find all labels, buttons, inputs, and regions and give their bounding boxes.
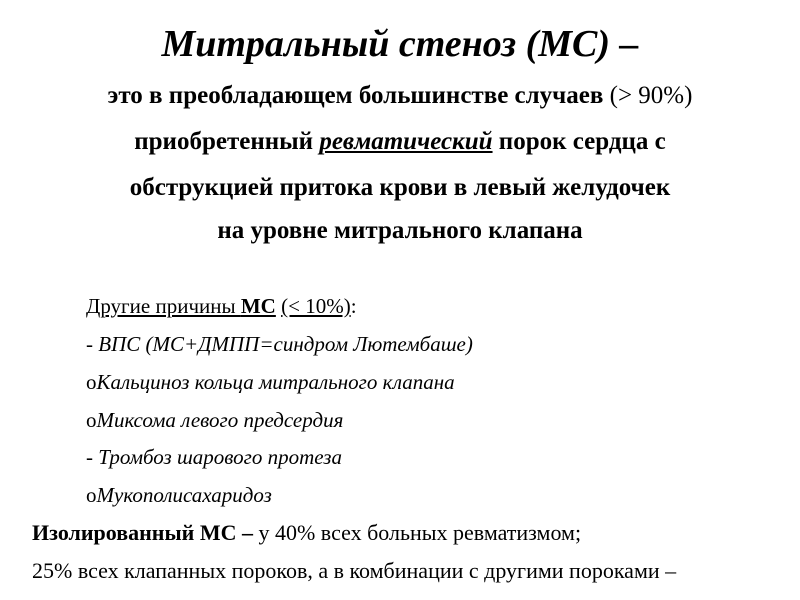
other-causes-header: Другие причины МС (< 10%): <box>86 294 357 318</box>
definition-line-1-text: это в преобладающем большинстве случаев <box>107 82 610 109</box>
isolated-ms-label: Изолированный МС – <box>32 520 253 545</box>
dash-bullet: - <box>86 332 99 356</box>
rheumatic-emphasis: ревматический <box>319 128 493 155</box>
other-causes-percent: (< 10%) <box>281 294 351 318</box>
definition-line-1 <box>0 80 800 112</box>
list-item <box>86 330 473 358</box>
other-causes-ms: МС <box>240 294 276 318</box>
list-item-text: Миксома левого предсердия <box>96 408 344 432</box>
list-item-text: ВПС (МС+ДМПП=синдром Лютембаше) <box>98 332 473 356</box>
list-item-text: Кальциноз кольца митрального клапана <box>96 370 455 394</box>
isolated-ms-line <box>32 519 581 547</box>
definition-line-3: обструкцией притока крови в левый желудочек <box>129 174 671 201</box>
isolated-ms-text: у 40% всех больных ревматизмом; <box>252 520 582 545</box>
list-item-text: Тромбоз шарового протеза <box>98 445 342 469</box>
definition-percent: (> 90%) <box>609 82 693 109</box>
definition-line-2 <box>0 126 800 158</box>
other-causes-label: Другие причины <box>86 294 241 318</box>
circle-bullet: o <box>86 483 97 507</box>
definition-line-2-suffix: порок сердца с <box>492 128 666 155</box>
list-item-text: Мукополисахаридоз <box>96 483 272 507</box>
definition-line-2-prefix: приобретенный <box>134 128 320 155</box>
list-item <box>86 368 455 396</box>
cropped-text-line <box>80 589 86 600</box>
slide-title: Митральный стеноз (МС) – <box>161 23 639 65</box>
circle-bullet: o <box>86 370 97 394</box>
circle-bullet: o <box>86 408 97 432</box>
list-item <box>86 443 342 471</box>
list-item <box>86 406 343 434</box>
definition-line-4: на уровне митрального клапана <box>217 217 583 244</box>
combination-line: 25% всех клапанных пороков, а в комбинации с другими пороками – <box>32 558 677 583</box>
dash-bullet: - <box>86 445 99 469</box>
list-item <box>86 481 272 509</box>
